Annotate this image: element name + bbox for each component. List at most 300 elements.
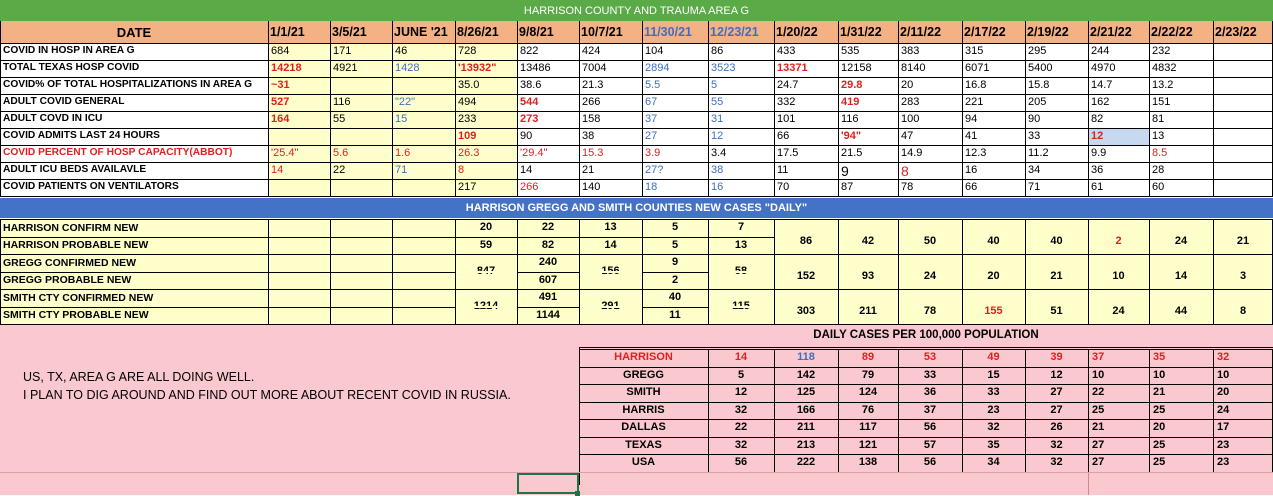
data-value: 9.9 bbox=[1091, 147, 1107, 159]
data-value: 13.2 bbox=[1152, 79, 1174, 91]
total-value: 8 bbox=[1239, 305, 1247, 318]
per100k-value: 32 bbox=[1050, 456, 1063, 469]
data-value: 12 bbox=[1091, 130, 1104, 142]
date-header-14: 2/22/22 bbox=[1151, 24, 1193, 39]
data-value: 383 bbox=[901, 45, 920, 57]
grid-line bbox=[898, 21, 899, 196]
note-line-2: I PLAN TO DIG AROUND AND FIND OUT MORE ABOUT RECENT COVID IN RUSSIA. bbox=[23, 387, 511, 402]
data-value: 12.3 bbox=[965, 147, 987, 159]
data-value: 24.7 bbox=[777, 79, 799, 91]
merge-cover bbox=[580, 306, 642, 308]
data-value: 607 bbox=[538, 273, 558, 286]
data-value: 5 bbox=[711, 79, 718, 91]
per100k-value: 20 bbox=[1153, 421, 1166, 434]
total-value: 211 bbox=[859, 305, 877, 318]
date-header-4: 9/8/21 bbox=[519, 24, 554, 39]
data-value: 244 bbox=[1091, 45, 1110, 57]
date-header-1: 3/5/21 bbox=[332, 24, 367, 39]
data-value: 82 bbox=[541, 238, 555, 251]
data-value: 16 bbox=[711, 181, 724, 193]
data-value: 527 bbox=[271, 96, 290, 108]
data-value: 164 bbox=[271, 113, 290, 125]
data-value: 21.5 bbox=[841, 147, 863, 159]
date-header-11: 2/17/22 bbox=[964, 24, 1006, 39]
data-value bbox=[1213, 77, 1273, 94]
data-value: 67 bbox=[645, 96, 658, 108]
data-value: 101 bbox=[777, 113, 796, 125]
data-value: 104 bbox=[645, 45, 664, 57]
data-value bbox=[392, 289, 455, 307]
data-value: 1144 bbox=[536, 308, 560, 321]
data-value: '25.4" bbox=[271, 147, 299, 159]
data-value: 59 bbox=[479, 238, 493, 251]
data-value: 232 bbox=[1152, 45, 1171, 57]
data-value: 2 bbox=[671, 273, 679, 286]
total-value: 93 bbox=[861, 270, 875, 283]
row-label: ADULT ICU BEDS AVAILAVLE bbox=[3, 164, 147, 176]
row-label: GREGG PROBABLE NEW bbox=[3, 274, 132, 286]
data-value: '13932" bbox=[458, 62, 497, 74]
row-label: ADULT COVID GENERAL bbox=[3, 96, 125, 108]
data-value bbox=[268, 179, 330, 196]
data-value: 535 bbox=[841, 45, 860, 57]
row-label: COVID% OF TOTAL HOSPITALIZATIONS IN AREA G bbox=[3, 79, 253, 91]
fill-handle[interactable] bbox=[575, 491, 580, 496]
total-value: 21 bbox=[1236, 235, 1250, 248]
merge-cover bbox=[580, 271, 642, 273]
data-value: 158 bbox=[582, 113, 601, 125]
grid-line bbox=[962, 349, 963, 472]
data-value: 26.3 bbox=[458, 147, 480, 159]
total-value: 40 bbox=[1050, 235, 1063, 248]
date-header-5: 10/7/21 bbox=[581, 24, 623, 39]
data-value: 419 bbox=[841, 96, 860, 108]
grid-line bbox=[1213, 349, 1214, 472]
per100k-value: 12 bbox=[734, 386, 748, 399]
total-value: 10 bbox=[1112, 270, 1125, 283]
total-value: 24 bbox=[923, 270, 937, 283]
data-value: 14218 bbox=[271, 62, 302, 74]
data-value: 16 bbox=[965, 164, 978, 176]
per100k-value: 211 bbox=[797, 421, 815, 434]
grid-line bbox=[0, 272, 774, 273]
grid-line bbox=[1149, 219, 1150, 324]
per100k-label: TEXAS bbox=[625, 438, 662, 451]
total-value: 20 bbox=[987, 270, 1000, 283]
data-value bbox=[392, 237, 455, 255]
per100k-value: 12 bbox=[1050, 368, 1063, 381]
data-value: 100 bbox=[901, 113, 920, 125]
per100k-value: 32 bbox=[1217, 351, 1230, 364]
grid-line bbox=[838, 349, 839, 472]
data-value bbox=[268, 237, 330, 255]
per100k-value: 26 bbox=[1050, 421, 1063, 434]
data-value: 78 bbox=[901, 181, 914, 193]
data-value: 90 bbox=[520, 130, 533, 142]
data-value: ~31 bbox=[271, 79, 290, 91]
row-label: COVID PERCENT OF HOSP CAPACITY(ABBOT) bbox=[3, 147, 233, 159]
data-value: 8.5 bbox=[1152, 147, 1168, 159]
date-header-0: 1/1/21 bbox=[270, 24, 305, 39]
data-value: 11 bbox=[777, 164, 789, 176]
grid-line bbox=[0, 219, 1, 324]
data-value: 12158 bbox=[841, 62, 872, 74]
total-value: 78 bbox=[923, 305, 937, 318]
grid-line bbox=[579, 367, 1273, 368]
data-value: 15 bbox=[395, 113, 408, 125]
data-value: 433 bbox=[777, 45, 796, 57]
data-value: '29.4" bbox=[520, 147, 548, 159]
per100k-value: 32 bbox=[734, 403, 748, 416]
grid-line bbox=[0, 60, 1273, 61]
data-value: 11 bbox=[669, 308, 681, 321]
data-value: 86 bbox=[711, 45, 724, 57]
grid-line bbox=[0, 219, 774, 220]
merge-cover bbox=[456, 271, 517, 273]
grid-line bbox=[579, 349, 580, 472]
grid-line bbox=[330, 219, 331, 324]
grid-line bbox=[579, 419, 1273, 420]
per100k-value: 222 bbox=[796, 456, 816, 469]
data-value: 15.8 bbox=[1028, 79, 1050, 91]
per100k-value: 53 bbox=[923, 351, 937, 364]
data-value bbox=[268, 128, 330, 145]
grid-line bbox=[0, 307, 774, 308]
per100k-value: 37 bbox=[1092, 351, 1105, 364]
data-value: 22 bbox=[333, 164, 346, 176]
data-value: 12 bbox=[711, 130, 724, 142]
data-value: 116 bbox=[841, 113, 859, 125]
row-label: SMITH CTY PROBABLE NEW bbox=[3, 309, 149, 321]
data-value bbox=[1213, 43, 1273, 60]
data-value bbox=[330, 219, 392, 237]
total-value: 155 bbox=[984, 305, 1003, 318]
total-value: 24 bbox=[1174, 235, 1188, 248]
per100k-value: 33 bbox=[923, 368, 937, 381]
grid-line bbox=[579, 384, 1273, 385]
per100k-value: 37 bbox=[923, 403, 937, 416]
per100k-value: 10 bbox=[1153, 368, 1166, 381]
data-value: 273 bbox=[520, 113, 539, 125]
data-value: 14.9 bbox=[901, 147, 923, 159]
data-value: 1.6 bbox=[395, 147, 411, 159]
data-value: 5.5 bbox=[645, 79, 661, 91]
data-value: 822 bbox=[520, 45, 539, 57]
data-value bbox=[330, 254, 392, 272]
row-label: COVID ADMITS LAST 24 HOURS bbox=[3, 130, 160, 142]
data-value: 9 bbox=[671, 256, 679, 269]
data-value: 16.8 bbox=[965, 79, 987, 91]
data-value: 140 bbox=[582, 181, 601, 193]
data-value: 17.5 bbox=[777, 147, 799, 159]
per100k-value: 17 bbox=[1217, 421, 1230, 434]
data-value: 217 bbox=[458, 181, 477, 193]
data-value: 61 bbox=[1091, 181, 1104, 193]
data-value: 47 bbox=[901, 130, 914, 142]
per100k-value: 56 bbox=[923, 456, 937, 469]
grid-line bbox=[1025, 219, 1026, 324]
per100k-value: 76 bbox=[861, 403, 875, 416]
data-value: 21.3 bbox=[582, 79, 604, 91]
data-value: 544 bbox=[520, 96, 539, 108]
data-value: 29.8 bbox=[841, 79, 863, 91]
data-value: 3.9 bbox=[645, 147, 661, 159]
per100k-value: 32 bbox=[734, 438, 748, 451]
data-value: 94 bbox=[965, 113, 978, 125]
note-line-1: US, TX, AREA G ARE ALL DOING WELL. bbox=[23, 369, 255, 384]
data-value: 494 bbox=[458, 96, 477, 108]
data-value: 7 bbox=[737, 221, 745, 234]
data-value: 35.0 bbox=[458, 79, 480, 91]
data-value bbox=[268, 219, 330, 237]
data-value bbox=[392, 179, 455, 196]
grid-line bbox=[898, 349, 899, 472]
data-value: 5 bbox=[671, 238, 679, 251]
per100k-value: 57 bbox=[923, 438, 937, 451]
data-value bbox=[1213, 162, 1273, 179]
data-value bbox=[392, 307, 455, 325]
data-value: 266 bbox=[582, 96, 601, 108]
data-value: 11.2 bbox=[1028, 147, 1049, 159]
data-value: 2894 bbox=[645, 62, 670, 74]
date-header-6: 11/30/21 bbox=[644, 24, 692, 39]
per100k-value: 138 bbox=[858, 456, 878, 469]
grid-line bbox=[392, 219, 393, 324]
grid-line bbox=[708, 21, 709, 196]
grid-line bbox=[642, 21, 643, 196]
grid-line bbox=[774, 219, 775, 324]
data-value: 38 bbox=[711, 164, 724, 176]
per100k-value: 22 bbox=[1092, 386, 1105, 399]
date-header-7: 12/23/21 bbox=[710, 24, 759, 39]
grid-line bbox=[268, 21, 269, 196]
data-value: 18 bbox=[645, 181, 658, 193]
data-value bbox=[1213, 179, 1273, 196]
date-header-12: 2/19/22 bbox=[1027, 24, 1069, 39]
data-value: 171 bbox=[333, 45, 352, 57]
data-value: 31 bbox=[711, 113, 724, 125]
grid-line bbox=[0, 145, 1273, 146]
data-value: 266 bbox=[520, 181, 539, 193]
grid-line bbox=[517, 219, 518, 324]
data-value: 8 bbox=[458, 164, 465, 176]
grid-line bbox=[1149, 21, 1150, 196]
data-value: 13 bbox=[604, 221, 617, 234]
data-value: 46 bbox=[395, 45, 408, 57]
data-value: 38.6 bbox=[520, 79, 542, 91]
date-header-8: 1/20/22 bbox=[776, 24, 818, 39]
data-value: 41 bbox=[965, 130, 978, 142]
grid-line bbox=[1088, 472, 1089, 496]
data-value: 1428 bbox=[395, 62, 420, 74]
total-value: 50 bbox=[923, 235, 937, 248]
per100k-value: 35 bbox=[1153, 351, 1166, 364]
data-value: 5.6 bbox=[333, 147, 349, 159]
per100k-value: 166 bbox=[796, 403, 816, 416]
data-value: 13 bbox=[734, 238, 748, 251]
merge-cover bbox=[709, 306, 774, 308]
data-value: 109 bbox=[458, 130, 477, 142]
row-label: HARRISON PROBABLE NEW bbox=[3, 239, 149, 251]
grid-line bbox=[838, 21, 839, 196]
grid-line bbox=[1025, 21, 1026, 196]
data-value: 33 bbox=[1028, 130, 1041, 142]
row-label: HARRISON CONFIRM NEW bbox=[3, 221, 139, 234]
per100k-value: 39 bbox=[1050, 351, 1063, 364]
per100k-label: HARRIS bbox=[622, 403, 665, 416]
per100k-value: 56 bbox=[923, 421, 937, 434]
per100k-value: 23 bbox=[1217, 456, 1230, 469]
per100k-value: 89 bbox=[861, 351, 875, 364]
data-value bbox=[1213, 128, 1273, 145]
data-value bbox=[1213, 145, 1273, 162]
data-value: 15.3 bbox=[582, 147, 604, 159]
section2-title: HARRISON GREGG AND SMITH COUNTIES NEW CASES "DAILY" bbox=[465, 201, 808, 214]
per100k-value: 49 bbox=[987, 351, 1000, 364]
data-value bbox=[1213, 111, 1273, 128]
data-value: 491 bbox=[538, 291, 558, 304]
row-label: TOTAL TEXAS HOSP COVID bbox=[3, 62, 140, 74]
per100k-value: 23 bbox=[1217, 438, 1230, 451]
data-value bbox=[392, 128, 455, 145]
data-value bbox=[1213, 60, 1273, 77]
per100k-value: 118 bbox=[797, 351, 815, 364]
data-value bbox=[268, 272, 330, 290]
data-value: 7004 bbox=[582, 62, 607, 74]
per100k-value: 24 bbox=[1217, 403, 1230, 416]
grid-line bbox=[0, 237, 774, 238]
data-value: 14 bbox=[604, 238, 617, 251]
data-value bbox=[330, 77, 392, 94]
data-value: 221 bbox=[965, 96, 984, 108]
grid-line bbox=[774, 21, 775, 196]
data-value: 332 bbox=[777, 96, 796, 108]
total-value: 152 bbox=[796, 270, 816, 283]
total-value: 44 bbox=[1174, 305, 1188, 318]
grid-line bbox=[838, 219, 839, 324]
grid-line bbox=[392, 21, 393, 196]
data-value: '94" bbox=[841, 130, 862, 142]
per100k-label: HARRISON bbox=[614, 351, 673, 364]
data-value bbox=[268, 307, 330, 325]
data-value: 38 bbox=[582, 130, 595, 142]
data-value: 27? bbox=[645, 164, 664, 176]
total-value: 2 bbox=[1115, 235, 1122, 248]
per100k-value: 10 bbox=[1092, 368, 1105, 381]
grid-line bbox=[0, 179, 1273, 180]
data-value: 82 bbox=[1091, 113, 1104, 125]
grid-line bbox=[708, 349, 709, 472]
selected-cell[interactable] bbox=[517, 473, 579, 494]
data-value: 728 bbox=[458, 45, 477, 57]
per100k-value: 22 bbox=[734, 421, 748, 434]
data-value bbox=[330, 179, 392, 196]
row-label: SMITH CTY CONFIRMED NEW bbox=[3, 291, 154, 304]
data-value bbox=[392, 77, 455, 94]
data-value: 22 bbox=[541, 221, 555, 234]
total-value: 21 bbox=[1050, 270, 1063, 283]
date-header-10: 2/11/22 bbox=[900, 24, 942, 39]
data-value: 27 bbox=[645, 130, 658, 142]
grid-line bbox=[517, 21, 518, 196]
grid-line bbox=[579, 437, 1273, 438]
total-value: 42 bbox=[861, 235, 875, 248]
per100k-value: 10 bbox=[1217, 368, 1230, 381]
per100k-value: 213 bbox=[796, 438, 816, 451]
grid-line bbox=[1088, 219, 1089, 324]
data-value: 6071 bbox=[965, 62, 990, 74]
per100k-label: USA bbox=[631, 456, 656, 469]
data-value: 66 bbox=[965, 181, 978, 193]
data-value: 66 bbox=[777, 130, 790, 142]
per100k-value: 25 bbox=[1092, 403, 1105, 416]
grid-line bbox=[774, 254, 1273, 255]
total-value: 86 bbox=[799, 235, 813, 248]
grid-line bbox=[1088, 349, 1089, 472]
data-value: 71 bbox=[1028, 181, 1041, 193]
data-value: 3.4 bbox=[711, 147, 727, 159]
data-value: 14 bbox=[520, 164, 533, 176]
data-value: 14 bbox=[271, 164, 284, 176]
grid-line bbox=[0, 21, 1, 196]
data-value bbox=[392, 272, 455, 290]
per100k-label: SMITH bbox=[626, 386, 661, 399]
data-value bbox=[392, 219, 455, 237]
grid-line bbox=[0, 196, 1273, 197]
per100k-label: DALLAS bbox=[621, 421, 666, 434]
data-value: 240 bbox=[538, 256, 558, 269]
grid-line bbox=[0, 128, 1273, 129]
per100k-value: 15 bbox=[987, 368, 1000, 381]
data-value bbox=[330, 237, 392, 255]
row-label: COVID PATIENTS ON VENTILATORS bbox=[3, 181, 179, 193]
total-value: 14 bbox=[1174, 270, 1188, 283]
merge-cover bbox=[456, 306, 517, 308]
data-value: 55 bbox=[333, 113, 346, 125]
data-value: 71 bbox=[395, 164, 408, 176]
per100k-value: 25 bbox=[1153, 403, 1166, 416]
total-value: 51 bbox=[1050, 305, 1063, 318]
per100k-title: DAILY CASES PER 100,000 POPULATION bbox=[813, 329, 1039, 342]
date-header-2: JUNE '21 bbox=[394, 24, 448, 39]
per100k-value: 27 bbox=[1050, 403, 1063, 416]
data-value: 55 bbox=[711, 96, 724, 108]
data-value bbox=[330, 289, 392, 307]
data-value: 28 bbox=[1152, 164, 1165, 176]
grid-line bbox=[0, 111, 1273, 112]
sheet-title: HARRISON COUNTY AND TRAUMA AREA G bbox=[523, 5, 750, 17]
data-value: 13 bbox=[1152, 130, 1165, 142]
per100k-value: 25 bbox=[1153, 456, 1166, 469]
grid-line bbox=[1025, 349, 1026, 472]
total-value: 3 bbox=[1239, 270, 1247, 283]
data-value: 205 bbox=[1028, 96, 1047, 108]
total-value: 40 bbox=[987, 235, 1000, 248]
data-value: 90 bbox=[1028, 113, 1041, 125]
grid-line bbox=[774, 349, 775, 472]
grid-line bbox=[774, 289, 1273, 290]
data-value: 684 bbox=[271, 45, 290, 57]
data-value: 13486 bbox=[520, 62, 551, 74]
per100k-value: 21 bbox=[1153, 386, 1166, 399]
per100k-value: 125 bbox=[796, 386, 816, 399]
data-value: 20 bbox=[479, 221, 493, 234]
grid-line bbox=[0, 472, 1273, 473]
per100k-value: 20 bbox=[1217, 386, 1230, 399]
per100k-value: 14 bbox=[734, 351, 748, 364]
grid-line bbox=[0, 162, 1273, 163]
grid-line bbox=[0, 289, 774, 290]
